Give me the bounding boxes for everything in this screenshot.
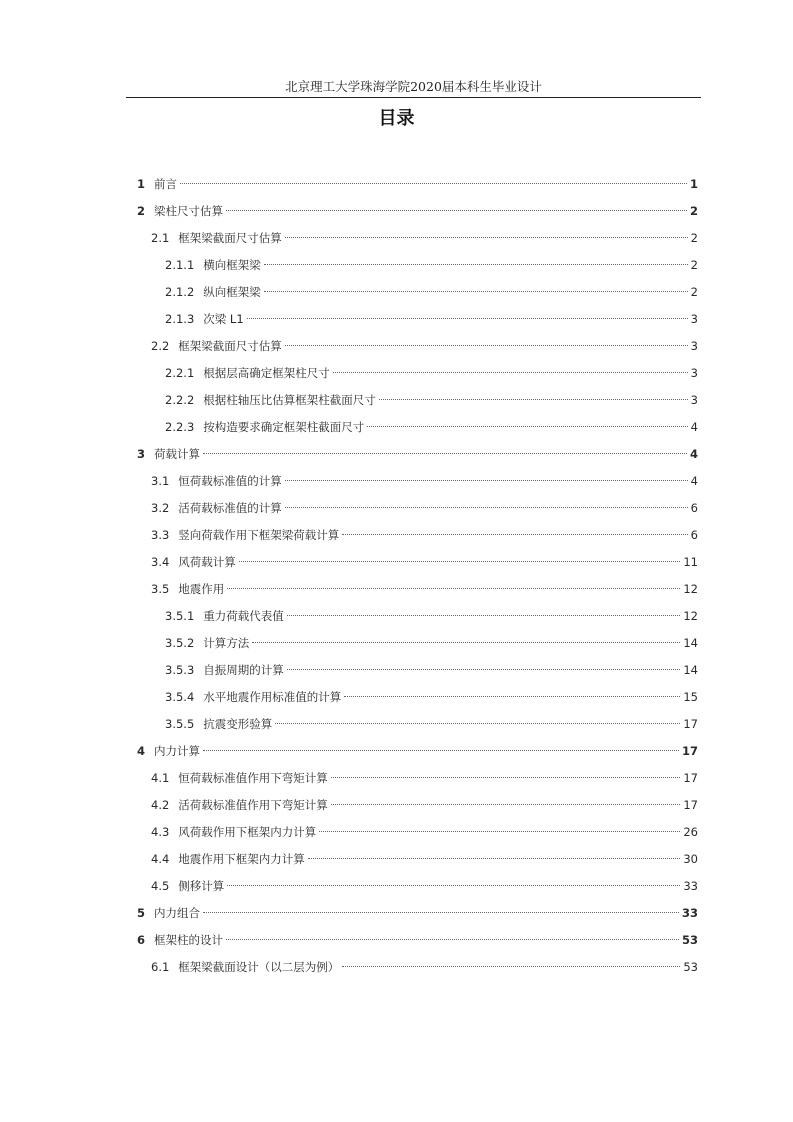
toc-entry-label: 荷载计算 [154,447,201,461]
toc-entry-number: 3.5.1 [165,609,195,623]
toc-entry-number: 3.5.4 [165,690,195,704]
toc-entry-page: 33 [681,906,698,920]
toc-entry-number: 4.2 [151,798,170,812]
toc-dot-leader [285,237,688,238]
toc-entry[interactable] [137,711,698,738]
toc-entry-number: 3.5 [151,582,170,596]
toc-entry-page: 3 [690,312,698,326]
toc-entry[interactable] [137,252,698,279]
toc-entry-page: 6 [690,501,698,515]
toc-entry-label: 横向框架梁 [203,258,261,272]
toc-entry-label: 竖向荷载作用下框架梁荷载计算 [178,528,340,542]
toc-entry-label: 侧移计算 [178,879,225,893]
toc-entry[interactable] [137,441,698,468]
toc-entry[interactable] [137,738,698,765]
toc-entry-number: 4.3 [151,825,170,839]
toc-dot-leader [264,264,688,265]
toc-entry-label: 活荷载标准值的计算 [178,501,282,515]
toc-entry-label: 框架梁截面设计（以二层为例） [178,960,340,974]
toc-entry-page: 11 [683,555,698,569]
toc-entry-number: 2.1 [151,231,170,245]
toc-entry-label: 风荷载作用下框架内力计算 [178,825,317,839]
toc-dot-leader [203,750,679,751]
toc-entry-page: 3 [690,339,698,353]
toc-entry-number: 2 [137,204,146,218]
toc-entry-label: 地震作用 [178,582,225,596]
toc-entry-page: 14 [683,663,698,677]
toc-entry-number: 1 [137,177,146,191]
toc-entry-number: 2.1.1 [165,258,195,272]
toc-entry-label: 梁柱尺寸估算 [154,204,224,218]
toc-entry-page: 17 [683,717,698,731]
toc-entry-page: 2 [690,285,698,299]
toc-entry-page: 2 [690,258,698,272]
toc-dot-leader [287,615,681,616]
toc-entry-page: 12 [683,582,698,596]
toc-entry-page: 2 [689,204,698,218]
toc-entry-page: 17 [681,744,698,758]
toc-entry[interactable] [137,873,698,900]
toc-dot-leader [226,210,687,211]
toc-dot-leader [379,399,688,400]
toc-entry-label: 恒荷载标准值作用下弯矩计算 [178,771,328,785]
toc-entry-number: 3 [137,447,146,461]
toc-entry[interactable] [137,468,698,495]
toc-dot-leader [239,561,681,562]
toc-entry-page: 6 [690,528,698,542]
toc-entry-number: 3.5.5 [165,717,195,731]
toc-entry-label: 内力计算 [154,744,201,758]
toc-entry-page: 53 [681,933,698,947]
toc-entry-label: 地震作用下框架内力计算 [178,852,305,866]
toc-dot-leader [319,831,680,832]
toc-entry-label: 内力组合 [154,906,201,920]
toc-entry-label: 框架梁截面尺寸估算 [178,231,282,245]
toc-dot-leader [287,669,681,670]
toc-entry-page: 30 [683,852,698,866]
toc-entry-number: 3.3 [151,528,170,542]
toc-entry-number: 2.2.1 [165,366,195,380]
toc-entry[interactable] [137,360,698,387]
toc-entry-label: 抗震变形验算 [203,717,273,731]
toc-entry-page: 4 [690,420,698,434]
toc-entry-page: 4 [690,474,698,488]
toc-dot-leader [331,777,681,778]
toc-entry[interactable] [137,549,698,576]
toc-entry[interactable] [137,630,698,657]
toc-entry-number: 3.1 [151,474,170,488]
toc-entry-label: 风荷载计算 [178,555,236,569]
toc-entry[interactable] [137,279,698,306]
toc-dot-leader [227,588,680,589]
toc-entry-label: 恒荷载标准值的计算 [178,474,282,488]
toc-entry[interactable] [137,684,698,711]
toc-entry[interactable] [137,846,698,873]
toc-entry-number: 4.1 [151,771,170,785]
toc-entry[interactable] [137,387,698,414]
toc-entry-label: 水平地震作用标准值的计算 [203,690,342,704]
toc-entry[interactable] [137,171,698,198]
toc-dot-leader [203,912,679,913]
toc-entry[interactable] [137,954,698,981]
toc-dot-leader [203,453,687,454]
toc-entry-label: 框架柱的设计 [154,933,224,947]
toc-dot-leader [285,480,688,481]
toc-entry[interactable] [137,225,698,252]
toc-dot-leader [285,345,688,346]
toc-entry[interactable] [137,765,698,792]
toc-entry-label: 重力荷载代表值 [203,609,284,623]
toc-entry-page: 4 [689,447,698,461]
toc-entry[interactable] [137,414,698,441]
toc-dot-leader [342,534,687,535]
toc-entry-number: 3.4 [151,555,170,569]
toc-dot-leader [333,372,688,373]
toc-entry-number: 2.1.2 [165,285,195,299]
toc-entry[interactable] [137,900,698,927]
toc-entry-number: 2.1.3 [165,312,195,326]
toc-entry-label: 自振周期的计算 [203,663,284,677]
toc-entry-number: 5 [137,906,146,920]
toc-entry[interactable] [137,198,698,225]
toc-entry-page: 1 [689,177,698,191]
toc-dot-leader [275,723,680,724]
toc-entry-label: 根据层高确定框架柱尺寸 [203,366,330,380]
toc-entry[interactable] [137,927,698,954]
toc-dot-leader [285,507,688,508]
toc-entry[interactable] [137,657,698,684]
toc-entry-label: 前言 [154,177,178,191]
toc-dot-leader [331,804,681,805]
toc-entry-label: 纵向框架梁 [203,285,261,299]
toc-entry[interactable] [137,603,698,630]
toc-entry-page: 15 [683,690,698,704]
toc-entry-number: 4 [137,744,146,758]
toc-entry-page: 26 [683,825,698,839]
toc-dot-leader [247,318,688,319]
toc-dot-leader [227,885,680,886]
toc-dot-leader [252,642,680,643]
toc-entry-page: 14 [683,636,698,650]
toc-entry[interactable] [137,522,698,549]
toc-entry-page: 3 [690,393,698,407]
toc-entry[interactable] [137,576,698,603]
toc-entry[interactable] [137,333,698,360]
toc-dot-leader [264,291,688,292]
table-of-contents [137,171,698,981]
toc-entry-label: 框架梁截面尺寸估算 [178,339,282,353]
toc-dot-leader [308,858,681,859]
toc-entry-number: 2.2.2 [165,393,195,407]
toc-entry-page: 17 [683,771,698,785]
toc-entry-label: 活荷载标准值作用下弯矩计算 [178,798,328,812]
toc-entry-label: 按构造要求确定框架柱截面尺寸 [203,420,365,434]
toc-entry-page: 53 [683,960,698,974]
toc-entry-number: 6.1 [151,960,170,974]
toc-entry-label: 根据柱轴压比估算框架柱截面尺寸 [203,393,376,407]
toc-entry-number: 4.4 [151,852,170,866]
toc-entry-number: 2.2.3 [165,420,195,434]
toc-entry-number: 3.5.2 [165,636,195,650]
toc-entry[interactable] [137,306,698,333]
toc-dot-leader [367,426,687,427]
toc-dot-leader [226,939,679,940]
toc-entry-page: 33 [683,879,698,893]
toc-entry-label: 次梁 L1 [203,312,244,326]
toc-entry-page: 2 [690,231,698,245]
toc-dot-leader [344,696,680,697]
toc-entry-page: 17 [683,798,698,812]
toc-title: 目录 [378,108,415,129]
toc-entry-number: 4.5 [151,879,170,893]
toc-entry-number: 2.2 [151,339,170,353]
toc-dot-leader [342,966,680,967]
toc-entry-page: 3 [690,366,698,380]
toc-entry-number: 3.5.3 [165,663,195,677]
toc-entry-page: 12 [683,609,698,623]
page-header: 北京理工大学珠海学院2020届本科生毕业设计 [126,77,701,98]
toc-dot-leader [180,183,687,184]
toc-entry[interactable] [137,495,698,522]
toc-entry[interactable] [137,792,698,819]
toc-entry-number: 3.2 [151,501,170,515]
toc-entry-number: 6 [137,933,146,947]
toc-entry-label: 计算方法 [203,636,250,650]
toc-entry[interactable] [137,819,698,846]
